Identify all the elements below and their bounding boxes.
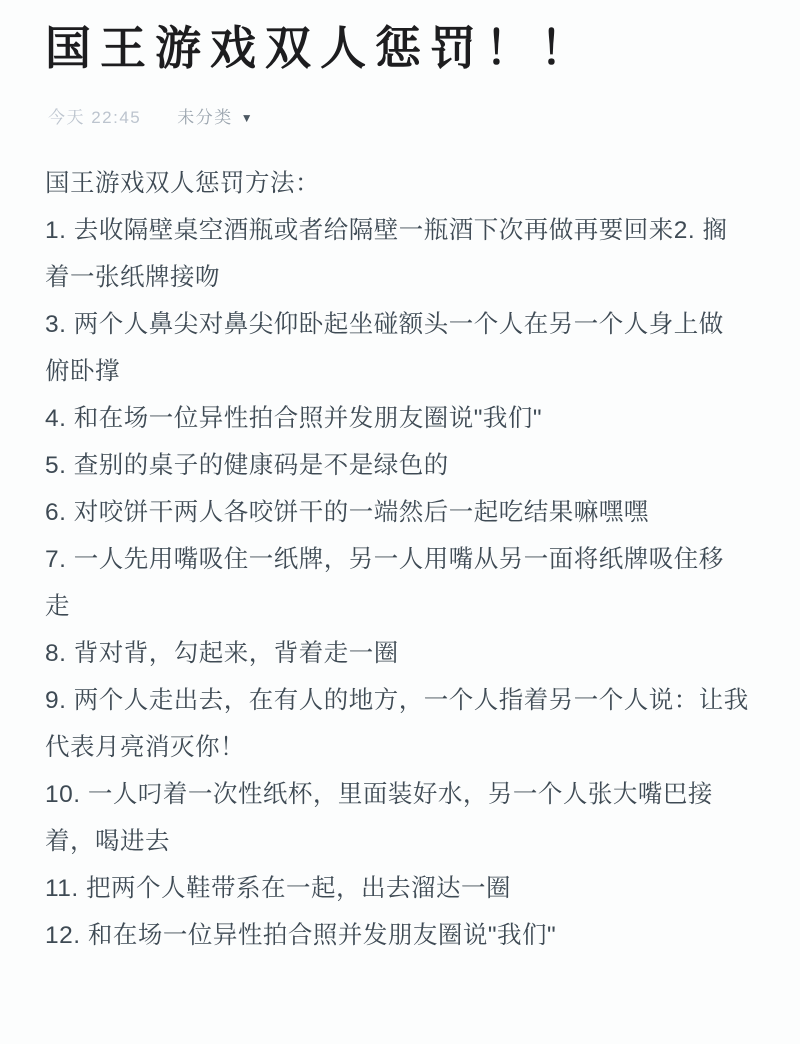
note-meta — [48, 106, 254, 130]
body-line: 着，喝进去 — [45, 828, 170, 855]
body-line: 8. 背对背，勾起来，背着走一圈 — [45, 640, 399, 667]
body-line: 走 — [45, 593, 70, 620]
body-line: 代表月亮消灭你！ — [45, 734, 245, 761]
body-line: 着一张纸牌接吻 — [45, 264, 220, 291]
category-label: 未分类 — [177, 108, 233, 127]
note-body — [45, 160, 765, 959]
body-line: 11. 把两个人鞋带系在一起，出去溜达一圈 — [45, 875, 512, 902]
note-title: 国王游戏双人惩罚！！ — [45, 22, 595, 74]
chevron-down-icon: ▼ — [240, 111, 255, 125]
body-line: 6. 对咬饼干两人各咬饼干的一端然后一起吃结果嘛嘿嘿 — [45, 499, 649, 526]
body-line: 4. 和在场一位异性拍合照并发朋友圈说"我们" — [45, 405, 543, 432]
body-line: 5. 查别的桌子的健康码是不是绿色的 — [45, 452, 449, 479]
body-line: 12. 和在场一位异性拍合照并发朋友圈说"我们" — [45, 922, 557, 949]
body-line: 10. 一人叼着一次性纸杯，里面装好水，另一个人张大嘴巴接 — [45, 781, 713, 808]
body-line: 3. 两个人鼻尖对鼻尖仰卧起坐碰额头一个人在另一个人身上做 — [45, 311, 724, 338]
note-timestamp: 今天 22:45 — [48, 108, 142, 127]
body-line: 1. 去收隔壁桌空酒瓶或者给隔壁一瓶酒下次再做再要回来2. 搁 — [45, 217, 728, 244]
category-dropdown[interactable] — [177, 106, 254, 130]
body-line: 国王游戏双人惩罚方法： — [45, 170, 320, 197]
body-line: 俯卧撑 — [45, 358, 120, 385]
body-line: 9. 两个人走出去，在有人的地方，一个人指着另一个人说：让我 — [45, 687, 749, 714]
body-line: 7. 一人先用嘴吸住一纸牌，另一人用嘴从另一面将纸牌吸住移 — [45, 546, 724, 573]
